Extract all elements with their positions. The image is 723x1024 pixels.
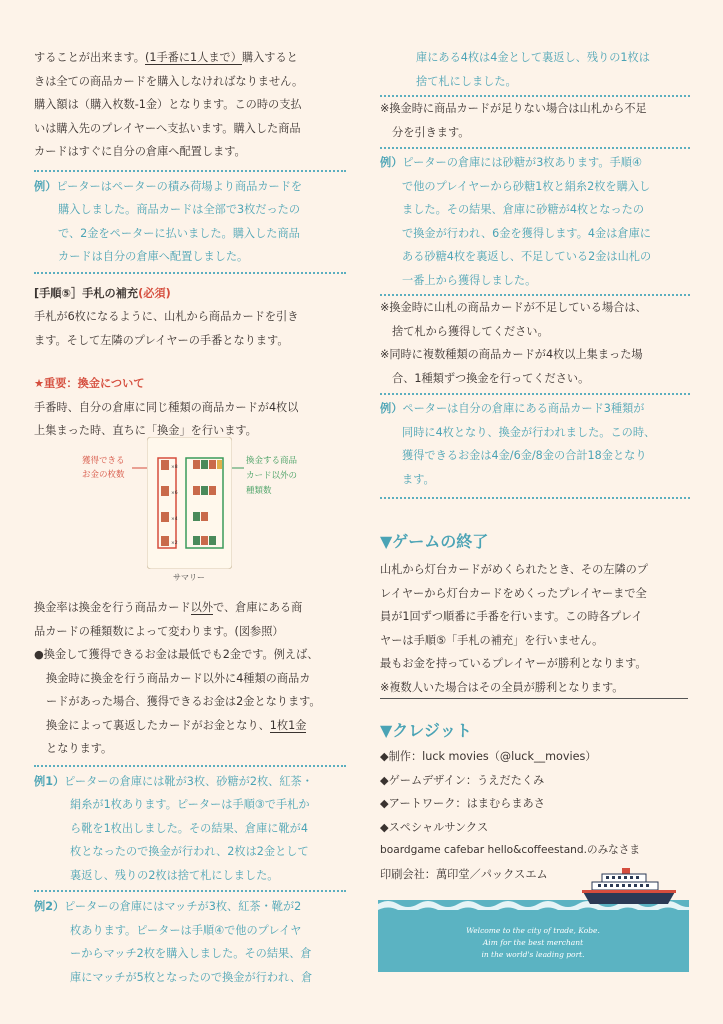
underlined-phrase: (1手番に1人まで） — [144, 51, 242, 64]
example-block: 例1）ピーターの倉庫には靴が3枚、砂糖が2枚、紅茶・ 絹糸が1枚あります。ピーターは手順③で手札か ら靴を1枚出しました。その結果、倉庫に靴が4 枚となったので換金が行われ、2枚は2金として 裏返し、残りの2枚は捨て札にしました。 — [34, 774, 313, 882]
credits-section — [380, 718, 690, 886]
underlined-phrase: 1枚1金 — [269, 718, 307, 732]
section-divider — [380, 698, 688, 699]
banner-text: Aim for the best merchant — [482, 938, 584, 947]
example-block: 例2）ピーターの倉庫にはマッチが3枚、紅茶・靴が2 枚あります。ピーターは手順④で他のプレイヤ ーからマッチ2枚を購入しました。その結果、倉 庫にマッチが5枚となったので換金が行われ、倉 — [34, 900, 313, 984]
figure-label-money: 獲得できる お金の枚数 — [82, 456, 125, 480]
bullet-text: ●換金して獲得できるお金は最低でも2金です。例えば、 — [34, 648, 319, 661]
credit-line: ◆スペシャルサンクス — [380, 820, 489, 834]
important-text: 上集まった時、直ちに「換金」を行います。 — [34, 424, 257, 437]
note-text: ※同時に複数種類の商品カードが4枚以上集まった場 — [380, 348, 643, 361]
banner-text: in the world's leading port. — [481, 950, 585, 959]
purchase-text-line: 購入額は（購入枚数-1金）となります。この時の支払 — [34, 98, 302, 111]
row-value: ×4 — [171, 517, 178, 522]
game-end-text: 山札から灯台カードがめくられたとき、その左隣のプ — [380, 563, 649, 576]
required-badge: (必須) — [138, 286, 171, 300]
example-block: 例）ペーターは自分の倉庫にある商品カード3種類が 同時に4枚となり、換金が行われました。この時、 獲得できるお金は4金/6金/8金の合計18金となり ます。 — [380, 402, 656, 486]
underlined-phrase: 以外 — [190, 601, 214, 614]
purchase-text-line: きは全ての商品カードを購入しなければなりません。 — [34, 74, 304, 88]
game-end-note: ※複数人いた場合はその全員が勝利となります。 — [380, 680, 624, 694]
summary-card-figure — [147, 437, 232, 569]
example-label: 例） — [380, 156, 403, 169]
rate-text: 換金率は換金を行う商品カード以外で、倉庫にある商 — [34, 601, 303, 614]
credits-heading: ▼クレジット — [380, 721, 472, 740]
important-text: 手番時、自分の倉庫に同じ種類の商品カードが4枚以 — [34, 400, 299, 414]
left-column-lower: 換金率は換金を行う商品カード以外で、倉庫にある商 品カードの種類数によって変わります。(図参照） ●換金して獲得できるお金は最低でも2金です。例えば、 換金時に換金を行う商品カード以外に4種類の商品カ ードがあった場合、獲得できるお金は2金となります。 換金によって裏返したカードがお金となり、1枚1金 となります。 例1）ピーターの倉庫には靴が3枚、砂糖が2枚、紅茶・ 絹糸が1枚あります。ピーターは手順③で手札か ら靴を1枚出しました。その結果、倉庫に靴が4 枚となったので換金が行われ、2枚は2金として 裏返し、残りの2枚は捨て札にしました。 例2）ピーターの倉庫にはマッチが3枚、紅茶・靴が2 枚あります。ピーターは手順④で他のプレイヤ ーからマッチ2枚を購入しました。その結果、倉 庫にマッチが5枚となったので換金が行われ、倉 — [34, 596, 346, 989]
row-value: ×2 — [171, 541, 178, 546]
credit-line: ◆ゲームデザイン：うえだたくみ — [380, 773, 545, 787]
example-label: 例） — [380, 402, 403, 415]
row-value: ×6 — [171, 491, 178, 496]
step5-heading: [手順⑤］手札の補充(必須) — [34, 286, 171, 300]
note-text: ※換金時に商品カードが足りない場合は山札から不足 — [380, 102, 647, 115]
purchase-text: することが出来ます。(1手番に1人まで）購入すると — [34, 51, 298, 64]
example-block: 例）ピーターはペーターの積み荷場より商品カードを 購入しました。商品カードは全部で3枚だったの で、2金をペーターに払いました。購入した商品 カードは自分の倉庫へ配置しました。 — [34, 179, 303, 263]
important-heading: ★重要：換金について — [34, 377, 145, 390]
example-block: 例）ピーターの倉庫には砂糖が3枚あります。手順④ で他のプレイヤーから砂糖1枚と絹糸2枚を購入し ました。その結果、倉庫に砂糖が4枚となったの で換金が行われ、6金を獲得します。4金は倉庫に ある砂糖4枚を裏返し、不足している2金は山札の 一番上から獲得しました。 — [380, 156, 652, 287]
figure-caption: サマリー — [173, 573, 205, 582]
credit-line: ◆アートワーク：はまむらまあさ — [380, 797, 545, 810]
rate-text: 品カードの種類数によって変わります。(図参照） — [34, 624, 284, 638]
game-end-heading: ▼ゲームの終了 — [380, 532, 489, 551]
row-value: ×8 — [171, 465, 178, 470]
credit-line: 印刷会社：萬印堂／パックスエム — [380, 867, 548, 881]
credit-line: boardgame cafebar hello&coffeestand.のみなさま — [380, 844, 640, 856]
example-label: 例2） — [34, 900, 65, 913]
figure-label-types: 換金する商品 カード以外の 種類数 — [246, 456, 298, 496]
ship-icon — [582, 868, 676, 904]
note-text: ※換金時に山札の商品カードが不足している場合は、 — [380, 301, 647, 314]
step5-text: 手札が6枚になるように、山札から商品カードを引き — [34, 310, 299, 323]
harbor-banner — [378, 864, 689, 972]
example-label: 例1） — [34, 774, 65, 788]
example-continuation: 庫にある4枚は4金として裏返し、残りの1枚は 捨て札にしました。 — [416, 51, 650, 88]
step5-text: ます。そして左隣のプレイヤーの手番となります。 — [34, 333, 289, 347]
purchase-text-line: いは購入先のプレイヤーへ支払います。購入した商品 — [34, 121, 301, 135]
example-label: 例） — [34, 179, 57, 193]
right-column: 庫にある4枚は4金として裏返し、残りの1枚は 捨て札にしました。 ※換金時に商品カードが足りない場合は山札から不足 分を引きます。 例）ピーターの倉庫には砂糖が3枚あります。手順④ で他のプレイヤーから砂糖1枚と絹糸2枚を購入し ました。その結果、倉庫に砂糖が4枚となったの で換金が行われ、6金を獲得します。4金は倉庫に ある砂糖4枚を裏返し、不足している2金は山札の 一番上から獲得しました。 ※換金時に山札の商品カードが不足している場合は、 捨て札から獲得してください。 ※同時に複数種類の商品カードが4枚以上集まった場 合、1種類ずつ換金を行ってください。 例）ペーターは自分の倉庫にある商品カード3種類が 同時に4枚となり、換金が行われました。この時、 獲得できるお金は4金/6金/8金の合計18金となり ます。 ▼ゲームの終了 山札から灯台カードがめくられたとき、その左隣のプ レイヤーから灯台カードをめくったプレイヤーまで全 員が1回ずつ順番に手番を行います。この時各プレイ ヤーは手順⑤「手札の補充」を行いません。 最もお金を持っているプレイヤーが勝利となります。 ※複数人いた場合はその全員が勝利となります。 — [380, 0, 690, 699]
purchase-text-line: カードはすぐに自分の倉庫へ配置します。 — [34, 145, 246, 158]
credit-line: ◆制作：luck movies（@luck__movies） — [380, 750, 597, 763]
banner-text: Welcome to the city of trade, Kobe. — [466, 926, 600, 935]
